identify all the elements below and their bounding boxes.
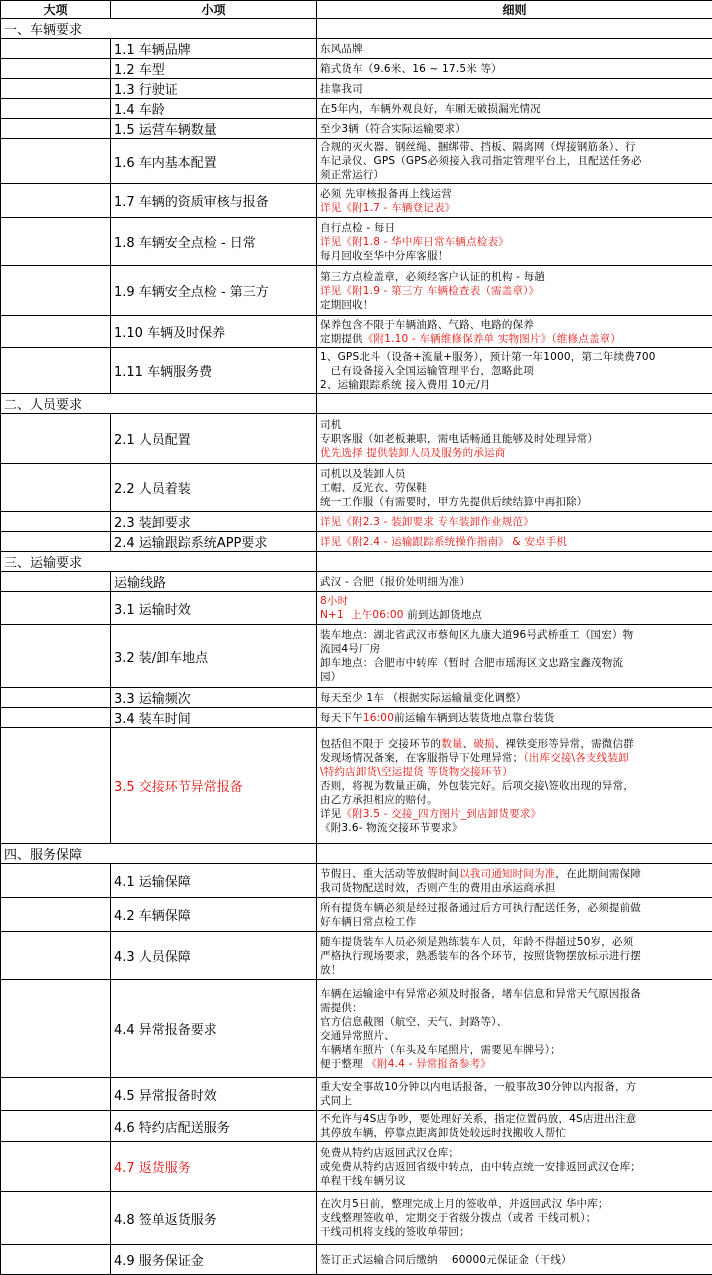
detail-line xyxy=(320,765,709,779)
detail-line xyxy=(320,867,709,881)
item-row xyxy=(1,316,712,348)
detail-text: 已有设备接入全国运输管理平台，忽略此项 xyxy=(320,365,534,377)
detail-text: 1、GPS北斗（设备+流量+服务），预计第一年1000，第二年续费700 xyxy=(320,351,656,363)
sub-item-cell: 2.1 人员配置 xyxy=(111,414,317,464)
major-item-cell xyxy=(1,728,111,844)
detail-line xyxy=(320,1146,709,1160)
major-item-cell xyxy=(1,1142,111,1192)
detail-line xyxy=(320,515,709,529)
detail-text: 每天下午 xyxy=(320,712,363,724)
detail-text: 前运输车辆到达装货地点靠台装货 xyxy=(394,712,555,724)
detail-highlight-text: 16:00 xyxy=(363,712,394,724)
detail-line xyxy=(320,793,709,807)
section-title: 二、人员要求 xyxy=(1,394,317,414)
details-cell xyxy=(317,932,712,980)
detail-highlight-text: 《附1.10 - 车辆维修保养单 实物图片》（维修点盖章） xyxy=(363,333,621,345)
detail-line xyxy=(320,201,709,215)
detail-text: 流园4号厂房 xyxy=(320,643,380,655)
detail-line xyxy=(320,901,709,915)
details-cell xyxy=(317,39,712,59)
detail-line xyxy=(320,481,709,495)
major-item-cell xyxy=(1,414,111,464)
detail-line xyxy=(320,378,709,392)
detail-text: 2、运输跟踪系统 接入费用 10元/月 xyxy=(320,379,491,391)
detail-text: 须正常运行） xyxy=(320,169,384,181)
detail-highlight-text: 以我司通知时间为准 xyxy=(459,868,555,880)
detail-line xyxy=(320,418,709,432)
detail-line xyxy=(320,1253,709,1267)
detail-text: 、裸铁变形等异常，需微信群 xyxy=(495,738,634,750)
details-cell xyxy=(317,348,712,394)
major-item-cell xyxy=(1,464,111,512)
sub-item-cell: 3.2 装/卸车地点 xyxy=(111,625,317,688)
detail-line xyxy=(320,1112,709,1126)
detail-text: 前到达卸货地点 xyxy=(404,609,482,621)
detail-line xyxy=(320,495,709,509)
detail-text: 在5年内，车辆外观良好，车厢无破损漏光情况 xyxy=(320,103,541,115)
detail-line xyxy=(320,807,709,821)
sub-item-cell: 运输线路 xyxy=(111,572,317,592)
detail-text: 重大安全事故10分钟以内电话报备，一般事故30分钟以内报备，方 xyxy=(320,1081,636,1093)
detail-text: 或免费从特约店返回省级中转点，由中转点统一安排返回武汉仓库； xyxy=(320,1161,641,1173)
detail-text: 第三方点检盖章，必须经客户认证的机构 - 每趟 xyxy=(320,271,545,283)
detail-line xyxy=(320,1160,709,1174)
item-row xyxy=(1,59,712,79)
section-title: 三、运输要求 xyxy=(1,552,317,572)
detail-text: 我司货物配送时效，否则产生的费用由承运商承担 xyxy=(320,882,555,894)
detail-text: 包括但不限于 交接环节的 xyxy=(320,738,441,750)
detail-line xyxy=(320,1197,709,1211)
major-item-cell xyxy=(1,980,111,1078)
detail-line xyxy=(320,432,709,446)
detail-text: 卸车地点：合肥市中转库（暂时 合肥市瑶海区文忠路宝鑫茂物流 xyxy=(320,657,623,669)
sub-item-cell: 1.6 车内基本配置 xyxy=(111,139,317,184)
item-row xyxy=(1,119,712,139)
details-cell xyxy=(317,59,712,79)
detail-text: 单程干线车辆另议 xyxy=(320,1175,406,1187)
item-row xyxy=(1,39,712,59)
detail-line xyxy=(320,154,709,168)
detail-text: 司机 xyxy=(320,419,341,431)
major-item-cell xyxy=(1,1111,111,1142)
header-sub-item: 小项 xyxy=(111,1,317,19)
item-row xyxy=(1,592,712,625)
detail-line xyxy=(320,364,709,378)
details-cell xyxy=(317,592,712,625)
details-cell xyxy=(317,512,712,532)
detail-text: 否则，将视为数量正确，外包装完好。后项交接\签收出现的异常， xyxy=(320,780,634,792)
item-row xyxy=(1,184,712,218)
sub-item-cell: 4.4 异常报备要求 xyxy=(111,980,317,1078)
detail-line xyxy=(320,642,709,656)
detail-line xyxy=(320,350,709,364)
detail-text: 装车地点：湖北省武汉市蔡甸区九康大道96号武桥重工（国宏）物 xyxy=(320,629,633,641)
detail-text: 保养包含不限于车辆油路、气路、电路的保养 xyxy=(320,319,534,331)
detail-line xyxy=(320,987,709,1001)
detail-line xyxy=(320,249,709,263)
detail-text: 需提供： xyxy=(320,1002,363,1014)
item-row xyxy=(1,864,712,898)
detail-highlight-text: 8小时 xyxy=(320,595,348,607)
header-major-item: 大项 xyxy=(1,1,111,19)
detail-line xyxy=(320,1094,709,1108)
detail-highlight-text: N+1 上午06:00 xyxy=(320,609,404,621)
detail-text: 所有提货车辆必须是经过报备通过后方可执行配送任务，必须提前做 xyxy=(320,902,641,914)
detail-text: 随车提货装车人员必须是熟练装车人员，年龄不得超过50岁，必须 xyxy=(320,936,633,948)
detail-highlight-text: （出库交接\各支线装卸 xyxy=(523,752,629,764)
detail-line xyxy=(320,1015,709,1029)
detail-line xyxy=(320,318,709,332)
details-cell xyxy=(317,119,712,139)
sub-item-cell: 2.2 人员着装 xyxy=(111,464,317,512)
detail-text: 便于整理 xyxy=(320,1058,366,1070)
detail-text: 车辆在运输途中有异常必须及时报备，堵车信息和异常天气原因报备 xyxy=(320,988,641,1000)
section-row xyxy=(1,394,712,414)
detail-text: 在次月5日前，整理完成上月的签收单，并返回武汉 华中库； xyxy=(320,1198,609,1210)
item-row xyxy=(1,99,712,119)
details-cell xyxy=(317,864,712,898)
sub-item-cell: 1.4 车龄 xyxy=(111,99,317,119)
details-cell xyxy=(317,464,712,512)
detail-text: 定期提供 xyxy=(320,333,363,345)
sub-item-cell: 1.10 车辆及时保养 xyxy=(111,316,317,348)
detail-line xyxy=(320,284,709,298)
detail-line xyxy=(320,935,709,949)
detail-line xyxy=(320,140,709,154)
detail-text: 免费从特约店返回武汉仓库； xyxy=(320,1147,459,1159)
detail-text: 发现场情况备案，在客服指导下处理异常； xyxy=(320,752,523,764)
detail-text: 必须 先审核报备再上线运营 xyxy=(320,188,452,200)
detail-line xyxy=(320,963,709,977)
details-cell xyxy=(317,218,712,266)
detail-highlight-text: 详见《附2.4 - 运输跟踪系统操作指南》 & 安卓手机 xyxy=(320,536,567,548)
details-cell xyxy=(317,266,712,316)
item-row xyxy=(1,464,712,512)
detail-line xyxy=(320,737,709,751)
detail-text: 每月回收至华中分库客服！ xyxy=(320,250,448,262)
sub-item-cell: 3.5 交接环节异常报备 xyxy=(111,728,317,844)
sub-item-cell: 1.2 车型 xyxy=(111,59,317,79)
sub-item-cell: 4.5 异常报备时效 xyxy=(111,1078,317,1111)
details-cell xyxy=(317,688,712,708)
detail-text: 好车辆日常点检工作 xyxy=(320,916,416,928)
item-row xyxy=(1,625,712,688)
detail-line xyxy=(320,656,709,670)
item-row xyxy=(1,414,712,464)
detail-line xyxy=(320,751,709,765)
item-row xyxy=(1,980,712,1078)
detail-line xyxy=(320,1126,709,1140)
details-cell xyxy=(317,79,712,99)
detail-line xyxy=(320,1174,709,1188)
detail-line xyxy=(320,711,709,725)
detail-line xyxy=(320,168,709,182)
details-cell xyxy=(317,625,712,688)
detail-line xyxy=(320,270,709,284)
detail-text: 车辆堵车照片（车头及车尾照片，需要见车牌号）； xyxy=(320,1044,561,1056)
detail-highlight-text: 数量 xyxy=(441,738,462,750)
sub-item-cell: 4.9 服务保证金 xyxy=(111,1245,317,1275)
section-row xyxy=(1,844,712,864)
detail-text: 不允许与4S店争吵，要处理好关系，指定位置码放，4S店进出注意 xyxy=(320,1113,636,1125)
detail-line xyxy=(320,332,709,346)
detail-text: 严格执行现场要求，熟悉装车的各个环节，按照货物摆放标示进行摆 xyxy=(320,950,641,962)
details-cell xyxy=(317,980,712,1078)
sub-item-cell: 4.7 返货服务 xyxy=(111,1142,317,1192)
item-row xyxy=(1,708,712,728)
major-item-cell xyxy=(1,119,111,139)
item-row xyxy=(1,688,712,708)
detail-text: 至少3辆（符合实际运输要求） xyxy=(320,123,466,135)
item-row xyxy=(1,1142,712,1192)
detail-text: 车记录仪、GPS（GPS必须接入我司指定管理平台上，且配送任务必 xyxy=(320,155,642,167)
sub-item-cell: 4.2 车辆保障 xyxy=(111,898,317,932)
detail-line xyxy=(320,298,709,312)
major-item-cell xyxy=(1,898,111,932)
details-cell xyxy=(317,99,712,119)
details-cell xyxy=(317,708,712,728)
major-item-cell xyxy=(1,1078,111,1111)
sub-item-cell: 1.7 车辆的资质审核与报备 xyxy=(111,184,317,218)
item-row xyxy=(1,79,712,99)
item-row xyxy=(1,1078,712,1111)
details-cell xyxy=(317,184,712,218)
details-cell xyxy=(317,139,712,184)
sub-item-cell: 2.4 运输跟踪系统APP要求 xyxy=(111,532,317,552)
detail-line xyxy=(320,594,709,608)
detail-text: 工帽、反光衣、劳保鞋 xyxy=(320,482,427,494)
detail-line xyxy=(320,187,709,201)
major-item-cell xyxy=(1,1192,111,1245)
major-item-cell xyxy=(1,625,111,688)
detail-highlight-text: 《附4.4 - 异常报备参考》 xyxy=(366,1058,491,1070)
major-item-cell xyxy=(1,1245,111,1275)
detail-line xyxy=(320,1080,709,1094)
major-item-cell xyxy=(1,688,111,708)
details-cell xyxy=(317,414,712,464)
detail-highlight-text: 破损 xyxy=(473,738,494,750)
detail-line xyxy=(320,1001,709,1015)
sub-item-cell: 3.3 运输频次 xyxy=(111,688,317,708)
sub-item-cell: 2.3 装卸要求 xyxy=(111,512,317,532)
detail-text: 统一工作服（有需要时，甲方先提供后续结算中再扣除） xyxy=(320,496,588,508)
details-cell xyxy=(317,898,712,932)
major-item-cell xyxy=(1,932,111,980)
detail-highlight-text: 详见《附1.8 - 华中库日常车辆点检表》 xyxy=(320,236,509,248)
details-cell xyxy=(317,1078,712,1111)
detail-text: 园） xyxy=(320,671,341,683)
detail-text: 挂靠我司 xyxy=(320,83,363,95)
sub-item-cell: 1.9 车辆安全点检 - 第三方 xyxy=(111,266,317,316)
section-details-empty xyxy=(317,844,712,864)
major-item-cell xyxy=(1,218,111,266)
major-item-cell xyxy=(1,348,111,394)
detail-text: 签订正式运输合同后缴纳 60000元保证金（干线） xyxy=(320,1254,572,1266)
detail-text: 自行点检 - 每日 xyxy=(320,222,395,234)
sub-item-cell: 4.6 特约店配送服务 xyxy=(111,1111,317,1142)
item-row xyxy=(1,898,712,932)
major-item-cell xyxy=(1,708,111,728)
sub-item-cell: 4.3 人员保障 xyxy=(111,932,317,980)
detail-text: 每天至少 1车 （根据实际运输量变化调整） xyxy=(320,692,527,704)
item-row xyxy=(1,728,712,844)
major-item-cell xyxy=(1,99,111,119)
detail-line xyxy=(320,1043,709,1057)
major-item-cell xyxy=(1,572,111,592)
item-row xyxy=(1,932,712,980)
section-details-empty xyxy=(317,19,712,39)
item-row xyxy=(1,139,712,184)
detail-line xyxy=(320,221,709,235)
sub-item-cell: 3.4 装车时间 xyxy=(111,708,317,728)
detail-text: 由乙方承担相应的赔付。 xyxy=(320,794,438,806)
sub-item-cell: 4.1 运输保障 xyxy=(111,864,317,898)
detail-highlight-text: 优先选择 提供装卸人员及服务的承运商 xyxy=(320,447,505,459)
detail-text: 节假日、重大活动等放假时间 xyxy=(320,868,459,880)
detail-text: 东风品牌 xyxy=(320,43,363,55)
details-cell xyxy=(317,532,712,552)
section-title: 一、车辆要求 xyxy=(1,19,317,39)
sub-item-cell: 4.8 签单返货服务 xyxy=(111,1192,317,1245)
major-item-cell xyxy=(1,59,111,79)
major-item-cell xyxy=(1,184,111,218)
detail-line xyxy=(320,1225,709,1239)
detail-text: 合规的灭火器、钢丝绳、捆绑带、挡板、隔离网（焊接钢筋条）、行 xyxy=(320,141,636,153)
section-row xyxy=(1,19,712,39)
item-row xyxy=(1,218,712,266)
detail-line xyxy=(320,446,709,460)
details-cell xyxy=(317,316,712,348)
major-item-cell xyxy=(1,139,111,184)
item-row xyxy=(1,532,712,552)
detail-line xyxy=(320,691,709,705)
detail-line xyxy=(320,821,709,835)
detail-text: 官方信息截图（航空、天气、封路等）、 xyxy=(320,1016,507,1028)
sub-item-cell: 1.3 行驶证 xyxy=(111,79,317,99)
detail-line xyxy=(320,670,709,684)
detail-line xyxy=(320,82,709,96)
details-cell xyxy=(317,1111,712,1142)
detail-text: 其停放车辆，停靠点距离卸货处较远时找搬收人帮忙 xyxy=(320,1127,566,1139)
detail-line xyxy=(320,235,709,249)
detail-line xyxy=(320,1029,709,1043)
sub-item-cell: 3.1 运输时效 xyxy=(111,592,317,625)
header-row xyxy=(1,1,712,19)
detail-line xyxy=(320,42,709,56)
detail-line xyxy=(320,628,709,642)
detail-line xyxy=(320,535,709,549)
detail-text: 定期回收！ xyxy=(320,299,374,311)
major-item-cell xyxy=(1,266,111,316)
detail-highlight-text: 详见《附2.3 - 装卸要求 专车装卸作业规范》 xyxy=(320,516,534,528)
sub-item-cell: 1.5 运营车辆数量 xyxy=(111,119,317,139)
sub-item-cell: 1.8 车辆安全点检 - 日常 xyxy=(111,218,317,266)
major-item-cell xyxy=(1,79,111,99)
section-row xyxy=(1,552,712,572)
detail-text: 《附3.6- 物流交接环节要求》 xyxy=(320,822,463,834)
detail-text: 司机以及装卸人员 xyxy=(320,468,406,480)
details-cell xyxy=(317,1142,712,1192)
detail-text: 武汉 - 合肥（报价处明细为准） xyxy=(320,576,470,588)
sub-item-cell: 1.11 车辆服务费 xyxy=(111,348,317,394)
detail-line xyxy=(320,122,709,136)
detail-highlight-text: 详见《附1.9 - 第三方 车辆检查表（需盖章）》 xyxy=(320,285,539,297)
detail-line xyxy=(320,62,709,76)
header-details: 细则 xyxy=(317,1,712,19)
item-row xyxy=(1,348,712,394)
major-item-cell xyxy=(1,592,111,625)
detail-line xyxy=(320,467,709,481)
item-row xyxy=(1,1245,712,1275)
detail-line xyxy=(320,1057,709,1071)
item-row xyxy=(1,266,712,316)
detail-text: 专职客服（如老板兼职，需电话畅通且能够及时处理异常） xyxy=(320,433,598,445)
item-row xyxy=(1,1192,712,1245)
major-item-cell xyxy=(1,532,111,552)
item-row xyxy=(1,512,712,532)
detail-line xyxy=(320,779,709,793)
detail-highlight-text: \特约店卸货\空运提货 等货物交接环节） xyxy=(320,766,513,778)
detail-text: 干线司机将支线的签收单带回； xyxy=(320,1226,470,1238)
section-details-empty xyxy=(317,394,712,414)
detail-text: 箱式货车（9.6米、16 ~ 17.5米 等） xyxy=(320,63,502,75)
major-item-cell xyxy=(1,316,111,348)
detail-text: 放！ xyxy=(320,964,341,976)
detail-text: 、 xyxy=(463,738,474,750)
details-cell xyxy=(317,1192,712,1245)
section-title: 四、服务保障 xyxy=(1,844,317,864)
detail-line xyxy=(320,608,709,622)
detail-line xyxy=(320,915,709,929)
details-cell xyxy=(317,728,712,844)
detail-text: 支线整理签收单，定期交于省级分拨点（或者 干线司机）； xyxy=(320,1212,597,1224)
details-cell xyxy=(317,572,712,592)
detail-line xyxy=(320,575,709,589)
detail-line xyxy=(320,102,709,116)
detail-text: 详见 xyxy=(320,808,341,820)
detail-highlight-text: 详见《附1.7 - 车辆登记表》 xyxy=(320,202,455,214)
detail-text: 交通异常照片、 xyxy=(320,1030,395,1042)
section-details-empty xyxy=(317,552,712,572)
detail-line xyxy=(320,881,709,895)
major-item-cell xyxy=(1,512,111,532)
detail-line xyxy=(320,1211,709,1225)
major-item-cell xyxy=(1,864,111,898)
details-cell xyxy=(317,1245,712,1275)
detail-text: 式同上 xyxy=(320,1095,352,1107)
detail-text: ，在此期间需保障 xyxy=(555,868,641,880)
major-item-cell xyxy=(1,39,111,59)
item-row xyxy=(1,572,712,592)
item-row xyxy=(1,1111,712,1142)
detail-line xyxy=(320,949,709,963)
sub-item-cell: 1.1 车辆品牌 xyxy=(111,39,317,59)
detail-highlight-text: 《附3.5 - 交接_四方图片_到店卸货要求》 xyxy=(341,808,541,820)
